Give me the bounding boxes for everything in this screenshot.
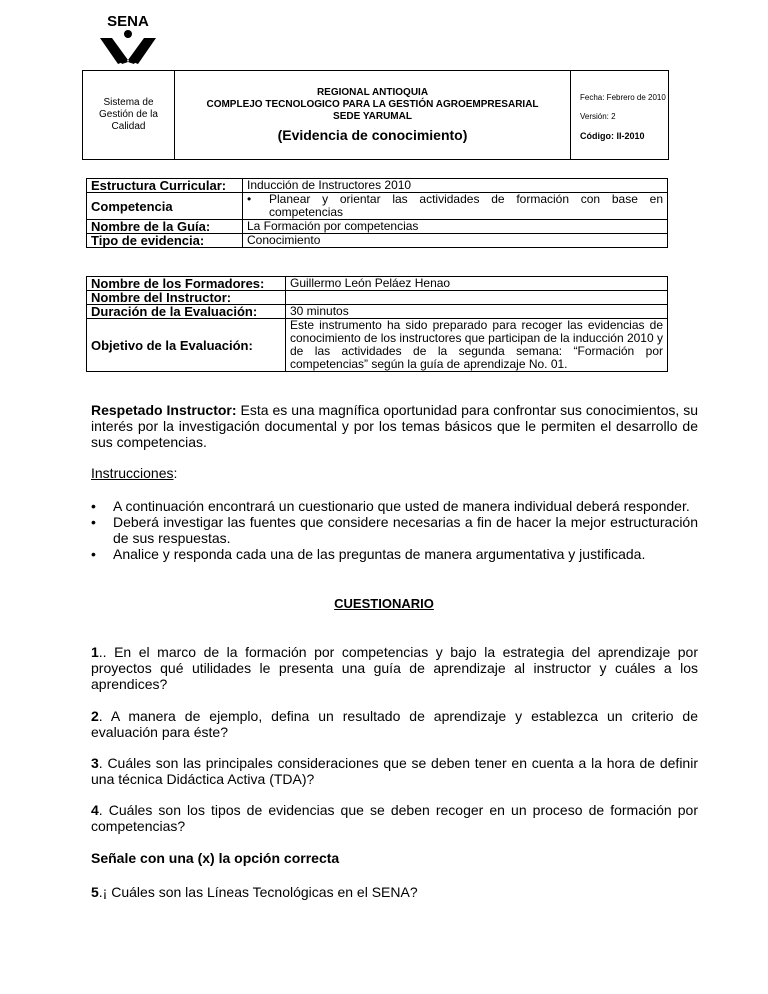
list-item: • Deberá investigar las fuentes que considere necesarias a fin de hacer la mejor estructuración de sus respuestas. (91, 514, 698, 546)
sede: SEDE YARUMAL (333, 111, 412, 122)
bullet-icon: • (91, 546, 96, 562)
question-3: 3. Cuáles son las principales consideraciones que se deben tener en cuenta a la hora de definir una técnica Didáctica Activa (TDA)? (91, 755, 698, 787)
regional: REGIONAL ANTIOQUIA (316, 87, 429, 98)
question-1: 1.. En el marco de la formación por competencias y bajo la estrategia del aprendizaje por proyectos qué utilidades le presenta una guía de aprendizaje al instructor y cuáles a los aprendices? (91, 644, 698, 692)
document-header (82, 70, 669, 160)
document-title: (Evidencia de conocimiento) (277, 127, 468, 143)
question-4: 4. Cuáles son los tipos de evidencias que se deben recoger en un proceso de formación por competencias? (91, 802, 698, 834)
bullet-icon: • (247, 192, 252, 206)
complejo: COMPLEJO TECNOLOGICO PARA LA GESTIÓN AGROEMPRESARIAL (206, 99, 539, 110)
sena-logo (92, 12, 164, 64)
cuestionario-heading: CUESTIONARIO (334, 596, 434, 611)
instructor-field[interactable] (286, 291, 668, 305)
svg-text:SENA: SENA (107, 13, 149, 30)
intro-paragraph: Respetado Instructor: Esta es una magnífica oportunidad para confrontar sus conocimientos, su interés por la investigación documental y por los temas básicos que le permiten el desarrollo de sus competencias. (91, 402, 698, 450)
question-5: 5.¡ Cuáles son las Líneas Tecnológicas en el SENA? (91, 884, 418, 900)
bullet-icon: • (91, 498, 96, 514)
meta-cell (571, 71, 668, 159)
list-item: • A continuación encontrará un cuestionario que usted de manera individual deberá responder. (91, 498, 690, 514)
instructions-list (91, 498, 698, 562)
fecha: Fecha: Febrero de 2010 (580, 93, 666, 102)
evaluation-table: Nombre de los Formadores: Guillermo León Peláez Henao Nombre del Instructor: Duración de la Evaluación: 30 minutos Objetivo de la Evaluación: Este instrumento ha sido preparado para recoger las evidencias de conocimiento de los instructores que participan de la inducción 2010 y de las actividades de la segunda semana: “Formación por competencias” según la guía de aprendizaje No. 01. (86, 276, 668, 372)
title-cell (175, 71, 571, 159)
instrucciones-heading: Instrucciones: (91, 465, 178, 481)
senale-instruction: Señale con una (x) la opción correcta (91, 850, 340, 866)
bullet-icon: • (91, 514, 96, 530)
system-cell: Sistema de Gestión de la Calidad (83, 71, 175, 159)
curricular-table: Estructura Curricular: Inducción de Instructores 2010 Competencia • Planear y orientar las actividades de formación con base en competencias Nombre de la Guía: La Formación por competencias Tipo de evidencia: Conocimiento (86, 178, 668, 248)
question-2: 2. A manera de ejemplo, defina un resultado de aprendizaje y establezca un criterio de evaluación para éste? (91, 708, 698, 740)
version: Versión: 2 (580, 112, 616, 121)
list-item: • Analice y responda cada una de las preguntas de manera argumentativa y justificada. (91, 546, 646, 562)
codigo: Código: II-2010 (580, 131, 645, 141)
